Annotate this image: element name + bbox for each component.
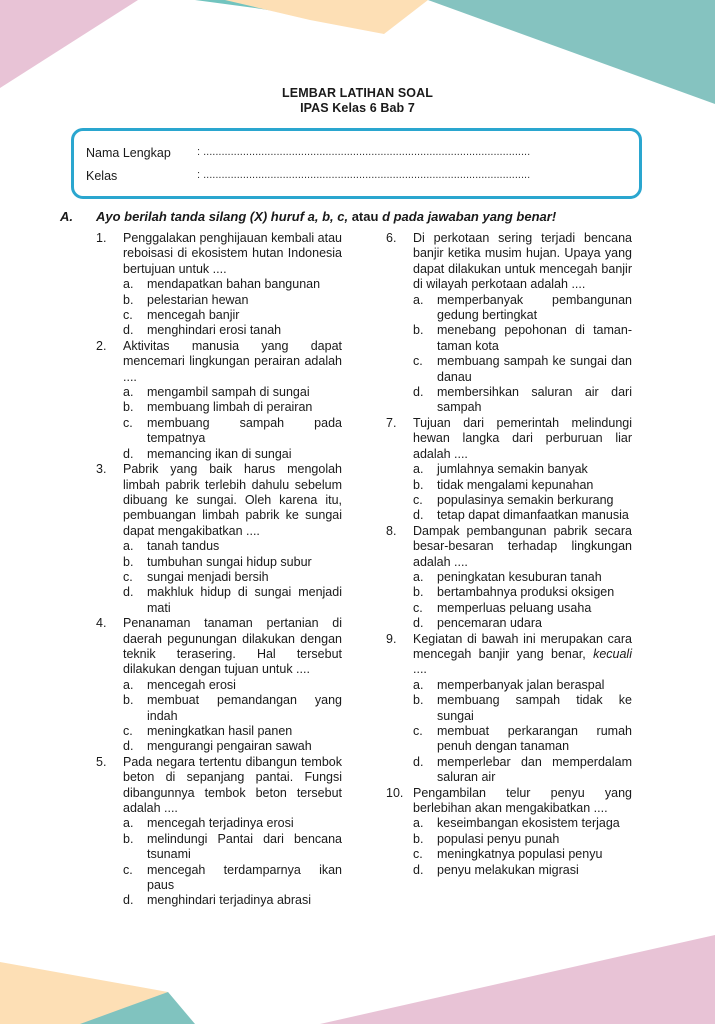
- option-text: pencemaran udara: [437, 616, 542, 631]
- option-letter: d.: [413, 385, 424, 400]
- question-number: 7.: [386, 415, 397, 430]
- option-letter: b.: [123, 693, 134, 708]
- option-letter: d.: [123, 585, 134, 600]
- question-3: [96, 462, 342, 616]
- option-letter: c.: [123, 724, 133, 738]
- question-number: 3.: [96, 462, 107, 477]
- option-text: peningkatan kesuburan tanah: [437, 569, 602, 584]
- option-text: melindungi Pantai dari bencana tsunami: [147, 831, 342, 862]
- option-text: mencegah banjir: [147, 308, 240, 323]
- question-stem: [123, 339, 342, 385]
- answer-option-a[interactable]: [413, 570, 632, 585]
- option-text: memperlebar dan memperdalam saluran air: [437, 754, 632, 785]
- question-2: [96, 339, 342, 462]
- option-text: tidak mengalami kepunahan: [437, 477, 594, 492]
- option-letter: b.: [123, 400, 134, 415]
- option-text: membuang sampah pada tempatnya: [147, 415, 342, 446]
- answer-option-a[interactable]: [123, 385, 342, 400]
- answer-option-c[interactable]: [413, 847, 632, 862]
- option-text: meningkatnya populasi penyu: [437, 847, 603, 862]
- questions-column-right: [386, 231, 632, 878]
- option-text: menghindari terjadinya abrasi: [147, 893, 311, 908]
- option-text: membuang limbah di perairan: [147, 400, 313, 415]
- option-text: membuat pemandangan yang indah: [147, 693, 342, 723]
- question-number: 2.: [96, 338, 107, 353]
- option-letter: d.: [123, 446, 134, 461]
- option-letter: a.: [123, 385, 134, 400]
- worksheet-subtitle: IPAS Kelas 6 Bab 7: [300, 101, 415, 115]
- question-7: [386, 416, 632, 524]
- answer-option-d[interactable]: [123, 739, 342, 754]
- option-text: memperluas peluang usaha: [437, 600, 592, 615]
- answer-option-b[interactable]: [413, 832, 632, 847]
- answer-option-b[interactable]: [123, 693, 342, 724]
- question-number: 9.: [386, 631, 397, 646]
- question-stem: [123, 755, 342, 817]
- question-stem-text: Pengambilan telur penyu yang berlebihan akan mengakibatkan ....: [413, 785, 632, 816]
- questions-column-left: [96, 231, 342, 909]
- option-letter: c.: [413, 847, 423, 862]
- answer-option-d[interactable]: [123, 893, 342, 908]
- question-number: 5.: [96, 754, 107, 769]
- answer-option-d[interactable]: [413, 508, 632, 523]
- question-stem: [413, 786, 632, 817]
- option-text: mengurangi pengairan sawah: [147, 739, 312, 754]
- option-letter: b.: [413, 585, 424, 600]
- answer-option-c[interactable]: [123, 416, 342, 447]
- option-letter: a.: [413, 816, 424, 831]
- option-letter: d.: [413, 508, 424, 523]
- option-text: tetap dapat dimanfaatkan manusia: [437, 508, 629, 523]
- question-stem-emphasis: kecuali: [593, 646, 632, 661]
- question-stem-text: Di perkotaan sering terjadi bencana banjir ketika musim hujan. Upaya yang dapat dilakukan untuk mencegah banjir di wilayah perkotaan adalah ....: [413, 231, 632, 292]
- option-letter: d.: [123, 323, 134, 338]
- question-5: [96, 755, 342, 909]
- answer-option-c[interactable]: [413, 601, 632, 616]
- question-stem: [123, 616, 342, 678]
- answer-option-a[interactable]: [123, 816, 342, 831]
- option-text: memperbanyak pembangunan gedung bertingkat: [437, 292, 632, 323]
- answer-option-c[interactable]: [413, 354, 632, 385]
- answer-option-c[interactable]: [123, 724, 342, 739]
- option-text: memancing ikan di sungai: [147, 446, 292, 461]
- answer-option-a[interactable]: [413, 293, 632, 324]
- answer-option-c[interactable]: [123, 570, 342, 585]
- instruction-text-3: d pada jawaban yang benar!: [382, 209, 557, 224]
- answer-option-d[interactable]: [413, 616, 632, 631]
- answer-option-a[interactable]: [413, 816, 632, 831]
- answer-option-b[interactable]: [413, 585, 632, 600]
- option-letter: b.: [413, 693, 424, 708]
- answer-option-c[interactable]: [413, 493, 632, 508]
- option-letter: b.: [123, 292, 134, 307]
- option-letter: b.: [413, 831, 424, 846]
- name-field[interactable]: : ...........................................................................................................: [197, 146, 531, 158]
- option-letter: c.: [123, 415, 133, 430]
- answer-option-a[interactable]: [123, 678, 342, 693]
- option-text: mencegah terjadinya erosi: [147, 816, 294, 831]
- section-letter: A.: [60, 209, 73, 224]
- option-text: tumbuhan sungai hidup subur: [147, 554, 312, 569]
- answer-option-c[interactable]: [413, 724, 632, 755]
- question-stem: [413, 416, 632, 462]
- option-text: membuang sampah ke sungai dan danau: [437, 354, 632, 384]
- answer-option-d[interactable]: [413, 385, 632, 416]
- question-stem-text: Aktivitas manusia yang dapat mencemari lingkungan perairan adalah ....: [123, 338, 342, 384]
- answer-option-a[interactable]: [123, 539, 342, 554]
- option-letter: c.: [413, 354, 423, 369]
- option-letter: b.: [123, 831, 134, 846]
- option-letter: d.: [413, 862, 424, 877]
- question-number: 4.: [96, 616, 107, 631]
- answer-option-b[interactable]: [413, 323, 632, 354]
- answer-option-d[interactable]: [413, 863, 632, 878]
- option-text: penyu melakukan migrasi: [437, 862, 579, 877]
- question-stem-text: Dampak pembangunan pabrik secara besar-besaran terhadap lingkungan adalah ....: [413, 523, 632, 569]
- option-text: memperbanyak jalan beraspal: [437, 677, 605, 692]
- answer-option-a[interactable]: [123, 277, 342, 292]
- question-4: [96, 616, 342, 755]
- option-text: makhluk hidup di sungai menjadi mati: [147, 585, 342, 615]
- option-text: membersihkan saluran air dari sampah: [437, 385, 632, 415]
- option-letter: a.: [123, 677, 134, 692]
- class-label: Kelas: [86, 169, 118, 183]
- question-number: 6.: [386, 231, 397, 245]
- option-letter: a.: [123, 816, 134, 831]
- option-letter: b.: [413, 477, 424, 492]
- option-text: sungai menjadi bersih: [147, 569, 269, 584]
- option-text: mengambil sampah di sungai: [147, 385, 310, 400]
- question-stem-text: Penggalakan penghijauan kembali atau reboisasi di ekosistem hutan Indonesia bertujuan untuk ....: [123, 231, 342, 276]
- option-text: jumlahnya semakin banyak: [437, 462, 588, 477]
- option-text: mencegah terdamparnya ikan paus: [147, 862, 342, 893]
- question-stem: [413, 632, 632, 678]
- option-letter: c.: [123, 308, 133, 323]
- answer-option-b[interactable]: [123, 293, 342, 308]
- class-field[interactable]: : ...........................................................................................................: [197, 169, 531, 181]
- answer-option-b[interactable]: [123, 400, 342, 415]
- option-text: pelestarian hewan: [147, 292, 249, 307]
- option-letter: c.: [413, 492, 423, 507]
- option-letter: a.: [413, 569, 424, 584]
- option-letter: a.: [413, 677, 424, 692]
- option-letter: d.: [123, 893, 134, 908]
- answer-option-b[interactable]: [413, 693, 632, 724]
- worksheet-title: LEMBAR LATIHAN SOAL: [282, 86, 433, 100]
- question-10: [386, 786, 632, 878]
- question-stem: [123, 231, 342, 277]
- option-letter: d.: [413, 754, 424, 769]
- instruction-text-1: Ayo berilah tanda silang (X) huruf a, b, c,: [96, 209, 349, 224]
- answer-option-d[interactable]: [123, 447, 342, 462]
- option-letter: a.: [123, 277, 134, 292]
- option-text: keseimbangan ekosistem terjaga: [437, 816, 620, 831]
- question-stem-end: ....: [413, 662, 427, 677]
- option-letter: a.: [123, 539, 134, 554]
- option-letter: c.: [123, 862, 133, 877]
- instruction-text-2: atau: [348, 209, 383, 224]
- question-stem: [413, 231, 632, 293]
- option-letter: d.: [123, 739, 134, 754]
- question-stem-text: Kegiatan di bawah ini merupakan cara mencegah banjir yang benar,: [413, 631, 632, 661]
- option-letter: c.: [413, 600, 423, 615]
- option-text: menghindari erosi tanah: [147, 323, 282, 338]
- option-letter: d.: [413, 616, 424, 631]
- question-number: 10.: [386, 785, 404, 800]
- student-identity-box: [71, 128, 642, 199]
- option-text: menebang pepohonan di taman-taman kota: [437, 323, 632, 353]
- question-stem-text: Penanaman tanaman pertanian di daerah pegunungan dilakukan dengan teknik terasering. Hal tersebut dilakukan dengan tujuan untuk ....: [123, 616, 342, 677]
- option-text: bertambahnya produksi oksigen: [437, 585, 615, 600]
- option-letter: a.: [413, 292, 424, 307]
- answer-option-d[interactable]: [123, 585, 342, 616]
- option-text: populasi penyu punah: [437, 831, 560, 846]
- question-number: 8.: [386, 523, 397, 538]
- option-text: mendapatkan bahan bangunan: [147, 277, 321, 292]
- option-letter: a.: [413, 462, 424, 477]
- answer-option-c[interactable]: [123, 308, 342, 323]
- option-text: membuat perkarangan rumah penuh dengan tanaman: [437, 724, 632, 754]
- answer-option-c[interactable]: [123, 863, 342, 894]
- answer-option-d[interactable]: [123, 323, 342, 338]
- answer-option-d[interactable]: [413, 755, 632, 786]
- answer-option-a[interactable]: [413, 678, 632, 693]
- option-text: populasinya semakin berkurang: [437, 492, 614, 507]
- option-letter: c.: [413, 724, 423, 738]
- option-letter: b.: [413, 323, 424, 338]
- question-stem-text: Pada negara tertentu dibangun tembok beton di sepanjang pantai. Fungsi dibangunnya tembok beton tersebut adalah ....: [123, 754, 342, 816]
- option-letter: b.: [123, 554, 134, 569]
- option-text: tanah tandus: [147, 539, 220, 554]
- option-text: membuang sampah tidak ke sungai: [437, 693, 632, 723]
- question-6: [386, 231, 632, 416]
- answer-option-b[interactable]: [413, 478, 632, 493]
- answer-option-b[interactable]: [123, 832, 342, 863]
- section-instruction: [60, 209, 556, 224]
- question-1: [96, 231, 342, 339]
- question-stem: [413, 524, 632, 570]
- question-9: [386, 632, 632, 786]
- question-stem: [123, 462, 342, 539]
- question-number: 1.: [96, 231, 107, 245]
- answer-option-b[interactable]: [123, 555, 342, 570]
- name-label: Nama Lengkap: [86, 146, 171, 160]
- option-text: meningkatkan hasil panen: [147, 724, 293, 738]
- answer-option-a[interactable]: [413, 462, 632, 477]
- question-stem-text: Pabrik yang baik harus mengolah limbah pabrik terlebih dahulu sebelum dibuang ke sungai. Oleh karena itu, pembuangan limbah pabrik ke sungai dapat mengakibatkan ....: [123, 462, 342, 538]
- question-8: [386, 524, 632, 632]
- option-text: mencegah erosi: [147, 677, 236, 692]
- question-stem-text: Tujuan dari pemerintah melindungi hewan langka dari perburuan liar adalah ....: [413, 415, 632, 461]
- option-letter: c.: [123, 569, 133, 584]
